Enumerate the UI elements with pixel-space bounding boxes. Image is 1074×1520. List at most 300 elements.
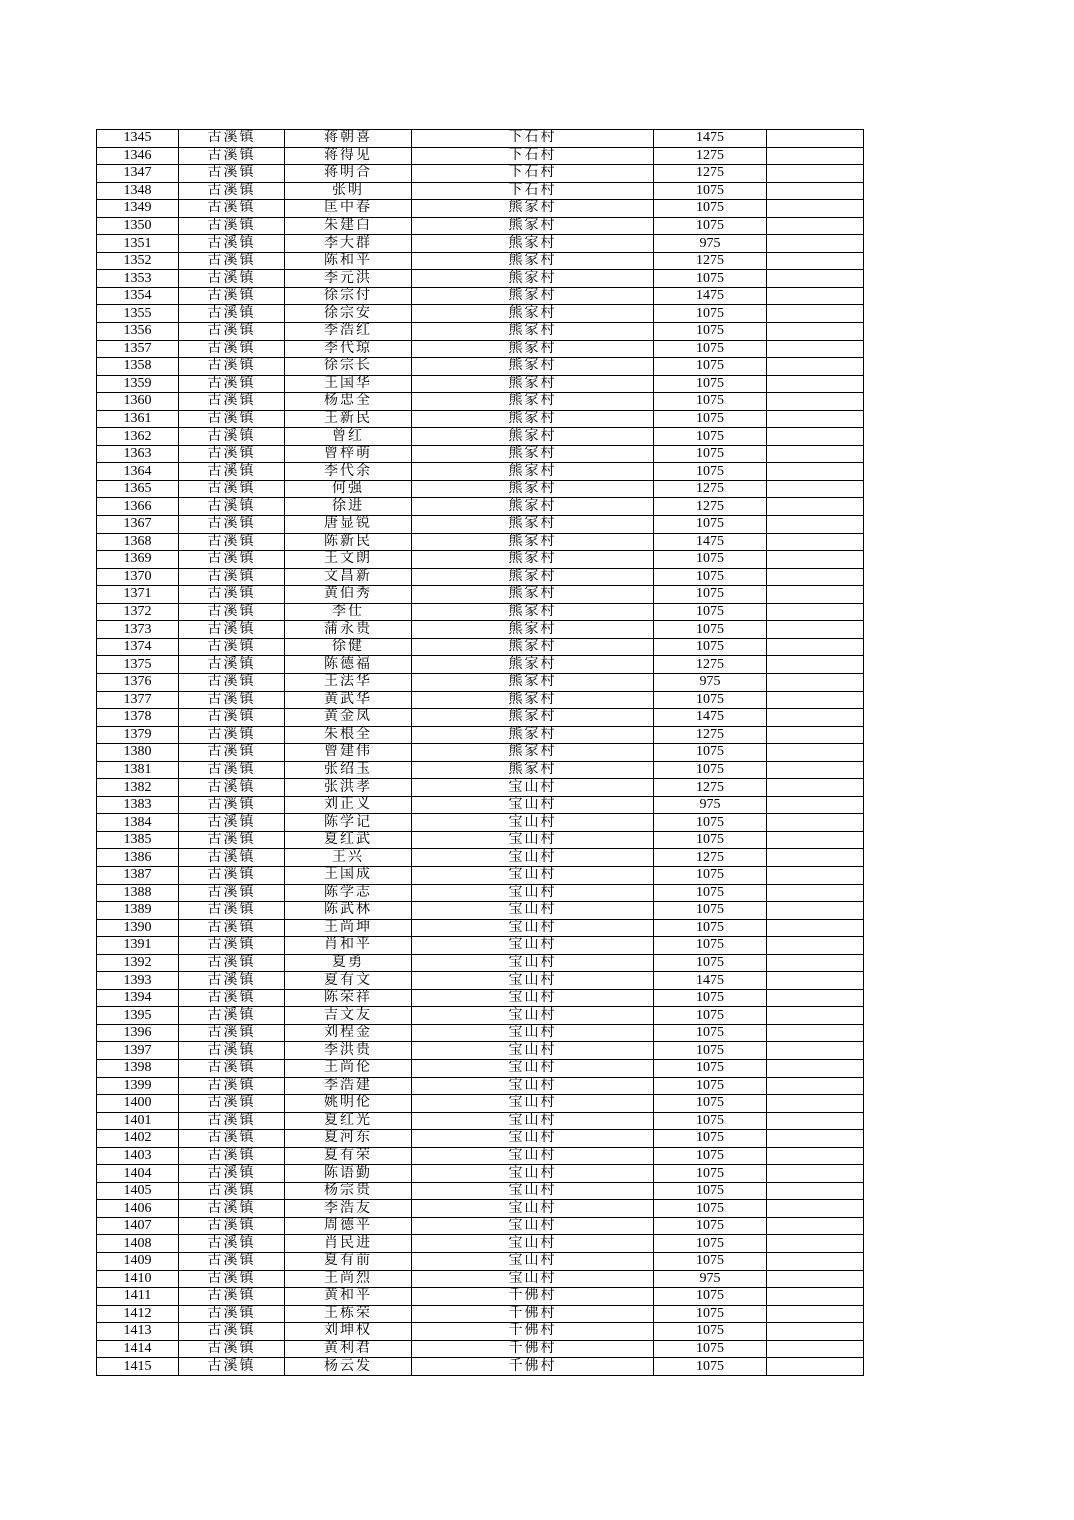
table-row [97, 1042, 864, 1060]
village-cell: 熊家村 [412, 358, 654, 376]
amount-cell: 1075 [654, 182, 767, 200]
table-row [97, 972, 864, 990]
table-row [97, 884, 864, 902]
village-cell: 宝山村 [412, 937, 654, 955]
amount-cell: 1275 [654, 498, 767, 516]
name-cell: 陈学记 [285, 814, 412, 832]
village-cell: 宝山村 [412, 1059, 654, 1077]
town-cell: 古溪镇 [179, 428, 285, 446]
row-number-cell: 1361 [97, 410, 179, 428]
table-row [97, 287, 864, 305]
row-number-cell: 1387 [97, 866, 179, 884]
remark-cell [767, 568, 864, 586]
name-cell: 李代琼 [285, 340, 412, 358]
name-cell: 杨宗贵 [285, 1182, 412, 1200]
table-row [97, 1182, 864, 1200]
village-cell: 熊家村 [412, 691, 654, 709]
row-number-cell: 1395 [97, 1007, 179, 1025]
name-cell: 徐宗安 [285, 305, 412, 323]
table-row [97, 1253, 864, 1271]
remark-cell [767, 814, 864, 832]
row-number-cell: 1353 [97, 270, 179, 288]
village-cell: 宝山村 [412, 1095, 654, 1113]
town-cell: 古溪镇 [179, 533, 285, 551]
table-row [97, 1217, 864, 1235]
table-row [97, 358, 864, 376]
town-cell: 古溪镇 [179, 954, 285, 972]
remark-cell [767, 1270, 864, 1288]
row-number-cell: 1393 [97, 972, 179, 990]
row-number-cell: 1360 [97, 393, 179, 411]
amount-cell: 1275 [654, 849, 767, 867]
amount-cell: 1075 [654, 1340, 767, 1358]
amount-cell: 1475 [654, 130, 767, 148]
town-cell: 古溪镇 [179, 814, 285, 832]
name-cell: 陈荣祥 [285, 989, 412, 1007]
village-cell: 熊家村 [412, 217, 654, 235]
remark-cell [767, 1200, 864, 1218]
town-cell: 古溪镇 [179, 1200, 285, 1218]
amount-cell: 1075 [654, 1358, 767, 1376]
amount-cell: 1075 [654, 866, 767, 884]
town-cell: 古溪镇 [179, 1323, 285, 1341]
amount-cell: 1075 [654, 375, 767, 393]
row-number-cell: 1410 [97, 1270, 179, 1288]
amount-cell: 1075 [654, 270, 767, 288]
amount-cell: 1075 [654, 1147, 767, 1165]
remark-cell [767, 1288, 864, 1306]
table-row [97, 463, 864, 481]
table-row [97, 779, 864, 797]
village-cell: 千佛村 [412, 1288, 654, 1306]
town-cell: 古溪镇 [179, 498, 285, 516]
row-number-cell: 1348 [97, 182, 179, 200]
town-cell: 古溪镇 [179, 480, 285, 498]
remark-cell [767, 480, 864, 498]
name-cell: 陈德福 [285, 656, 412, 674]
table-row [97, 989, 864, 1007]
village-cell: 千佛村 [412, 1305, 654, 1323]
name-cell: 李元洪 [285, 270, 412, 288]
row-number-cell: 1363 [97, 445, 179, 463]
table-row [97, 217, 864, 235]
amount-cell: 1075 [654, 902, 767, 920]
town-cell: 古溪镇 [179, 1235, 285, 1253]
village-cell: 宝山村 [412, 814, 654, 832]
village-cell: 熊家村 [412, 305, 654, 323]
remark-cell [767, 217, 864, 235]
name-cell: 夏红武 [285, 831, 412, 849]
town-cell: 古溪镇 [179, 147, 285, 165]
village-cell: 千佛村 [412, 1340, 654, 1358]
remark-cell [767, 305, 864, 323]
village-cell: 宝山村 [412, 1270, 654, 1288]
name-cell: 王栋荣 [285, 1305, 412, 1323]
table-row [97, 1270, 864, 1288]
name-cell: 刘坤权 [285, 1323, 412, 1341]
row-number-cell: 1379 [97, 726, 179, 744]
village-cell: 熊家村 [412, 726, 654, 744]
town-cell: 古溪镇 [179, 621, 285, 639]
town-cell: 古溪镇 [179, 779, 285, 797]
amount-cell: 1075 [654, 1217, 767, 1235]
town-cell: 古溪镇 [179, 1340, 285, 1358]
table-row [97, 796, 864, 814]
table-row [97, 1305, 864, 1323]
town-cell: 古溪镇 [179, 235, 285, 253]
name-cell: 张明 [285, 182, 412, 200]
village-cell: 熊家村 [412, 568, 654, 586]
town-cell: 古溪镇 [179, 568, 285, 586]
name-cell: 李洪贵 [285, 1042, 412, 1060]
row-number-cell: 1377 [97, 691, 179, 709]
name-cell: 周德平 [285, 1217, 412, 1235]
town-cell: 古溪镇 [179, 270, 285, 288]
village-cell: 宝山村 [412, 1024, 654, 1042]
amount-cell: 975 [654, 673, 767, 691]
town-cell: 古溪镇 [179, 130, 285, 148]
remark-cell [767, 937, 864, 955]
town-cell: 古溪镇 [179, 1217, 285, 1235]
village-cell: 宝山村 [412, 1165, 654, 1183]
amount-cell: 1275 [654, 779, 767, 797]
village-cell: 宝山村 [412, 1147, 654, 1165]
town-cell: 古溪镇 [179, 884, 285, 902]
row-number-cell: 1391 [97, 937, 179, 955]
table-row [97, 323, 864, 341]
town-cell: 古溪镇 [179, 919, 285, 937]
remark-cell [767, 428, 864, 446]
amount-cell: 1075 [654, 1007, 767, 1025]
amount-cell: 1275 [654, 165, 767, 183]
village-cell: 熊家村 [412, 709, 654, 727]
row-number-cell: 1345 [97, 130, 179, 148]
amount-cell: 1075 [654, 1059, 767, 1077]
amount-cell: 1075 [654, 445, 767, 463]
table-row [97, 1024, 864, 1042]
remark-cell [767, 393, 864, 411]
town-cell: 古溪镇 [179, 1112, 285, 1130]
remark-cell [767, 831, 864, 849]
name-cell: 张绍玉 [285, 761, 412, 779]
name-cell: 徐宗付 [285, 287, 412, 305]
remark-cell [767, 902, 864, 920]
town-cell: 古溪镇 [179, 1305, 285, 1323]
remark-cell [767, 340, 864, 358]
table-row [97, 656, 864, 674]
table-row [97, 252, 864, 270]
name-cell: 徐宗长 [285, 358, 412, 376]
remark-cell [767, 1323, 864, 1341]
amount-cell: 1075 [654, 1182, 767, 1200]
row-number-cell: 1406 [97, 1200, 179, 1218]
table-row [97, 375, 864, 393]
name-cell: 王新民 [285, 410, 412, 428]
remark-cell [767, 1007, 864, 1025]
table-row [97, 516, 864, 534]
town-cell: 古溪镇 [179, 463, 285, 481]
name-cell: 李浩红 [285, 323, 412, 341]
table-row [97, 498, 864, 516]
row-number-cell: 1394 [97, 989, 179, 1007]
row-number-cell: 1384 [97, 814, 179, 832]
village-cell: 宝山村 [412, 849, 654, 867]
town-cell: 古溪镇 [179, 217, 285, 235]
name-cell: 夏有荣 [285, 1147, 412, 1165]
row-number-cell: 1392 [97, 954, 179, 972]
name-cell: 夏红光 [285, 1112, 412, 1130]
village-cell: 宝山村 [412, 954, 654, 972]
town-cell: 古溪镇 [179, 831, 285, 849]
remark-cell [767, 1130, 864, 1148]
table-row [97, 866, 864, 884]
name-cell: 李浩建 [285, 1077, 412, 1095]
town-cell: 古溪镇 [179, 252, 285, 270]
village-cell: 熊家村 [412, 516, 654, 534]
village-cell: 熊家村 [412, 551, 654, 569]
table-row [97, 1358, 864, 1376]
table-row [97, 919, 864, 937]
town-cell: 古溪镇 [179, 410, 285, 428]
village-cell: 熊家村 [412, 463, 654, 481]
row-number-cell: 1350 [97, 217, 179, 235]
row-number-cell: 1381 [97, 761, 179, 779]
name-cell: 陈武林 [285, 902, 412, 920]
amount-cell: 1075 [654, 393, 767, 411]
amount-cell: 1075 [654, 410, 767, 428]
name-cell: 朱建白 [285, 217, 412, 235]
village-cell: 熊家村 [412, 638, 654, 656]
remark-cell [767, 1253, 864, 1271]
table-row [97, 551, 864, 569]
town-cell: 古溪镇 [179, 1358, 285, 1376]
amount-cell: 1275 [654, 656, 767, 674]
table-row [97, 270, 864, 288]
town-cell: 古溪镇 [179, 796, 285, 814]
village-cell: 熊家村 [412, 744, 654, 762]
village-cell: 宝山村 [412, 919, 654, 937]
name-cell: 唐显锐 [285, 516, 412, 534]
name-cell: 黄利君 [285, 1340, 412, 1358]
row-number-cell: 1396 [97, 1024, 179, 1042]
table-row [97, 849, 864, 867]
village-cell: 熊家村 [412, 533, 654, 551]
row-number-cell: 1373 [97, 621, 179, 639]
amount-cell: 1275 [654, 726, 767, 744]
town-cell: 古溪镇 [179, 937, 285, 955]
remark-cell [767, 779, 864, 797]
remark-cell [767, 1147, 864, 1165]
remark-cell [767, 498, 864, 516]
row-number-cell: 1362 [97, 428, 179, 446]
amount-cell: 1075 [654, 884, 767, 902]
village-cell: 熊家村 [412, 235, 654, 253]
village-cell: 熊家村 [412, 445, 654, 463]
table-row [97, 603, 864, 621]
name-cell: 曾红 [285, 428, 412, 446]
town-cell: 古溪镇 [179, 866, 285, 884]
remark-cell [767, 200, 864, 218]
amount-cell: 1075 [654, 919, 767, 937]
name-cell: 王尚伦 [285, 1059, 412, 1077]
row-number-cell: 1405 [97, 1182, 179, 1200]
table-row [97, 902, 864, 920]
remark-cell [767, 673, 864, 691]
table-row [97, 1200, 864, 1218]
table-row [97, 200, 864, 218]
row-number-cell: 1364 [97, 463, 179, 481]
table-row [97, 1077, 864, 1095]
village-cell: 宝山村 [412, 1200, 654, 1218]
remark-cell [767, 638, 864, 656]
remark-cell [767, 1165, 864, 1183]
amount-cell: 1075 [654, 1024, 767, 1042]
town-cell: 古溪镇 [179, 305, 285, 323]
name-cell: 匡中春 [285, 200, 412, 218]
village-cell: 熊家村 [412, 428, 654, 446]
village-cell: 宝山村 [412, 1235, 654, 1253]
row-number-cell: 1380 [97, 744, 179, 762]
row-number-cell: 1409 [97, 1253, 179, 1271]
row-number-cell: 1411 [97, 1288, 179, 1306]
village-cell: 宝山村 [412, 1253, 654, 1271]
village-cell: 宝山村 [412, 972, 654, 990]
amount-cell: 1475 [654, 709, 767, 727]
table-row [97, 340, 864, 358]
remark-cell [767, 726, 864, 744]
remark-cell [767, 709, 864, 727]
table-row [97, 393, 864, 411]
amount-cell: 1075 [654, 1077, 767, 1095]
row-number-cell: 1397 [97, 1042, 179, 1060]
town-cell: 古溪镇 [179, 358, 285, 376]
amount-cell: 1075 [654, 937, 767, 955]
row-number-cell: 1369 [97, 551, 179, 569]
row-number-cell: 1404 [97, 1165, 179, 1183]
remark-cell [767, 1042, 864, 1060]
amount-cell: 975 [654, 796, 767, 814]
amount-cell: 1075 [654, 1095, 767, 1113]
village-cell: 熊家村 [412, 621, 654, 639]
remark-cell [767, 165, 864, 183]
village-cell: 宝山村 [412, 831, 654, 849]
village-cell: 宝山村 [412, 796, 654, 814]
row-number-cell: 1408 [97, 1235, 179, 1253]
name-cell: 蒋朝喜 [285, 130, 412, 148]
row-number-cell: 1367 [97, 516, 179, 534]
town-cell: 古溪镇 [179, 393, 285, 411]
table-row [97, 621, 864, 639]
table-row [97, 428, 864, 446]
row-number-cell: 1385 [97, 831, 179, 849]
name-cell: 夏有前 [285, 1253, 412, 1271]
remark-cell [767, 358, 864, 376]
village-cell: 千佛村 [412, 1358, 654, 1376]
table-row [97, 761, 864, 779]
village-cell: 宝山村 [412, 866, 654, 884]
amount-cell: 1075 [654, 603, 767, 621]
table-row [97, 709, 864, 727]
name-cell: 曾梓萌 [285, 445, 412, 463]
row-number-cell: 1413 [97, 1323, 179, 1341]
village-cell: 下石村 [412, 147, 654, 165]
row-number-cell: 1346 [97, 147, 179, 165]
row-number-cell: 1355 [97, 305, 179, 323]
row-number-cell: 1407 [97, 1217, 179, 1235]
name-cell: 刘正义 [285, 796, 412, 814]
row-number-cell: 1389 [97, 902, 179, 920]
town-cell: 古溪镇 [179, 1288, 285, 1306]
table-row [97, 235, 864, 253]
village-cell: 宝山村 [412, 1182, 654, 1200]
amount-cell: 1075 [654, 358, 767, 376]
table-row [97, 1323, 864, 1341]
remark-cell [767, 445, 864, 463]
name-cell: 朱根全 [285, 726, 412, 744]
town-cell: 古溪镇 [179, 287, 285, 305]
village-cell: 下石村 [412, 182, 654, 200]
town-cell: 古溪镇 [179, 1182, 285, 1200]
amount-cell: 1075 [654, 516, 767, 534]
amount-cell: 1075 [654, 1042, 767, 1060]
row-number-cell: 1401 [97, 1112, 179, 1130]
row-number-cell: 1349 [97, 200, 179, 218]
row-number-cell: 1375 [97, 656, 179, 674]
remark-cell [767, 1217, 864, 1235]
row-number-cell: 1376 [97, 673, 179, 691]
row-number-cell: 1372 [97, 603, 179, 621]
remark-cell [767, 130, 864, 148]
name-cell: 徐健 [285, 638, 412, 656]
row-number-cell: 1359 [97, 375, 179, 393]
town-cell: 古溪镇 [179, 744, 285, 762]
amount-cell: 1075 [654, 638, 767, 656]
remark-cell [767, 621, 864, 639]
table-row [97, 691, 864, 709]
remark-cell [767, 235, 864, 253]
amount-cell: 1075 [654, 954, 767, 972]
village-cell: 熊家村 [412, 200, 654, 218]
table-row [97, 147, 864, 165]
remark-cell [767, 1112, 864, 1130]
row-number-cell: 1390 [97, 919, 179, 937]
table-row [97, 1095, 864, 1113]
amount-cell: 1075 [654, 586, 767, 604]
name-cell: 杨忠全 [285, 393, 412, 411]
village-cell: 宝山村 [412, 1042, 654, 1060]
amount-cell: 1075 [654, 1235, 767, 1253]
name-cell: 夏河东 [285, 1130, 412, 1148]
amount-cell: 1075 [654, 1305, 767, 1323]
amount-cell: 1075 [654, 551, 767, 569]
table-row [97, 165, 864, 183]
amount-cell: 1075 [654, 1200, 767, 1218]
name-cell: 刘程金 [285, 1024, 412, 1042]
name-cell: 陈学志 [285, 884, 412, 902]
amount-cell: 1075 [654, 323, 767, 341]
town-cell: 古溪镇 [179, 761, 285, 779]
village-cell: 宝山村 [412, 902, 654, 920]
town-cell: 古溪镇 [179, 691, 285, 709]
row-number-cell: 1414 [97, 1340, 179, 1358]
remark-cell [767, 954, 864, 972]
remark-cell [767, 533, 864, 551]
town-cell: 古溪镇 [179, 516, 285, 534]
name-cell: 肖和平 [285, 937, 412, 955]
village-cell: 熊家村 [412, 410, 654, 428]
remark-cell [767, 603, 864, 621]
amount-cell: 1475 [654, 533, 767, 551]
